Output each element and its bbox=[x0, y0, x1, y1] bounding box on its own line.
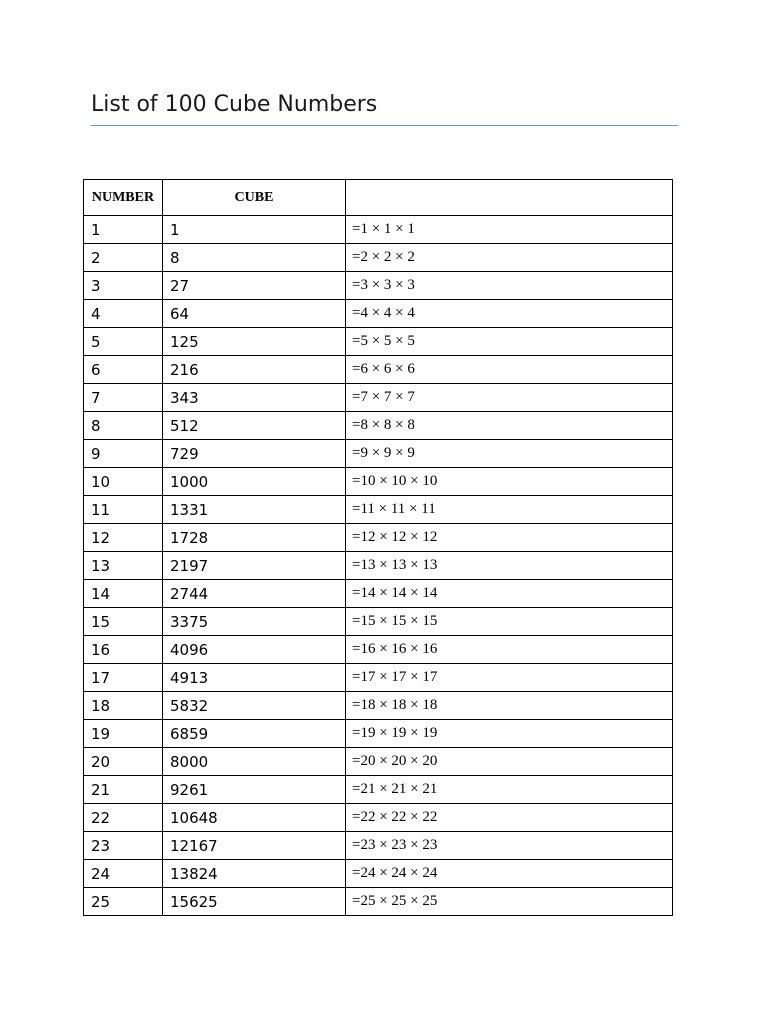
cube-cell: 12167 bbox=[163, 832, 346, 860]
table-row bbox=[84, 692, 673, 720]
number-cell: 25 bbox=[84, 888, 163, 916]
table-row bbox=[84, 440, 673, 468]
header-cube: CUBE bbox=[163, 180, 346, 216]
expression-cell: =11 × 11 × 11 bbox=[346, 496, 673, 524]
cube-cell: 125 bbox=[163, 328, 346, 356]
expression-cell: =3 × 3 × 3 bbox=[346, 272, 673, 300]
table-row bbox=[84, 328, 673, 356]
expression-cell: =17 × 17 × 17 bbox=[346, 664, 673, 692]
cube-cell: 13824 bbox=[163, 860, 346, 888]
table-row bbox=[84, 776, 673, 804]
table-row bbox=[84, 608, 673, 636]
number-cell: 6 bbox=[84, 356, 163, 384]
cube-cell: 27 bbox=[163, 272, 346, 300]
number-cell: 8 bbox=[84, 412, 163, 440]
number-cell: 2 bbox=[84, 244, 163, 272]
table-row bbox=[84, 720, 673, 748]
cube-cell: 4913 bbox=[163, 664, 346, 692]
expression-cell: =10 × 10 × 10 bbox=[346, 468, 673, 496]
expression-cell: =5 × 5 × 5 bbox=[346, 328, 673, 356]
table-row bbox=[84, 580, 673, 608]
table-row bbox=[84, 244, 673, 272]
expression-cell: =25 × 25 × 25 bbox=[346, 888, 673, 916]
table-row bbox=[84, 860, 673, 888]
expression-cell: =4 × 4 × 4 bbox=[346, 300, 673, 328]
cube-cell: 512 bbox=[163, 412, 346, 440]
expression-cell: =19 × 19 × 19 bbox=[346, 720, 673, 748]
table-row bbox=[84, 888, 673, 916]
expression-cell: =7 × 7 × 7 bbox=[346, 384, 673, 412]
cube-cell: 2197 bbox=[163, 552, 346, 580]
table-row bbox=[84, 468, 673, 496]
cube-cell: 1331 bbox=[163, 496, 346, 524]
cube-cell: 4096 bbox=[163, 636, 346, 664]
expression-cell: =21 × 21 × 21 bbox=[346, 776, 673, 804]
number-cell: 22 bbox=[84, 804, 163, 832]
table-row bbox=[84, 664, 673, 692]
cube-cell: 343 bbox=[163, 384, 346, 412]
table-row bbox=[84, 636, 673, 664]
cube-cell: 10648 bbox=[163, 804, 346, 832]
table-row bbox=[84, 524, 673, 552]
header-expression bbox=[346, 180, 673, 216]
cube-cell: 1 bbox=[163, 216, 346, 244]
table-header-row bbox=[84, 180, 673, 216]
number-cell: 24 bbox=[84, 860, 163, 888]
table-row bbox=[84, 496, 673, 524]
number-cell: 23 bbox=[84, 832, 163, 860]
expression-cell: =9 × 9 × 9 bbox=[346, 440, 673, 468]
number-cell: 11 bbox=[84, 496, 163, 524]
table-row bbox=[84, 804, 673, 832]
expression-cell: =1 × 1 × 1 bbox=[346, 216, 673, 244]
cube-cell: 6859 bbox=[163, 720, 346, 748]
table-row bbox=[84, 272, 673, 300]
number-cell: 19 bbox=[84, 720, 163, 748]
number-cell: 21 bbox=[84, 776, 163, 804]
number-cell: 9 bbox=[84, 440, 163, 468]
cube-cell: 1000 bbox=[163, 468, 346, 496]
number-cell: 1 bbox=[84, 216, 163, 244]
table-row bbox=[84, 216, 673, 244]
number-cell: 12 bbox=[84, 524, 163, 552]
table-row bbox=[84, 384, 673, 412]
cube-cell: 9261 bbox=[163, 776, 346, 804]
number-cell: 18 bbox=[84, 692, 163, 720]
number-cell: 10 bbox=[84, 468, 163, 496]
expression-cell: =22 × 22 × 22 bbox=[346, 804, 673, 832]
cube-cell: 8000 bbox=[163, 748, 346, 776]
number-cell: 14 bbox=[84, 580, 163, 608]
cube-cell: 216 bbox=[163, 356, 346, 384]
table-body bbox=[84, 216, 673, 916]
number-cell: 16 bbox=[84, 636, 163, 664]
expression-cell: =18 × 18 × 18 bbox=[346, 692, 673, 720]
number-cell: 17 bbox=[84, 664, 163, 692]
number-cell: 3 bbox=[84, 272, 163, 300]
table-row bbox=[84, 300, 673, 328]
cube-cell: 3375 bbox=[163, 608, 346, 636]
expression-cell: =14 × 14 × 14 bbox=[346, 580, 673, 608]
cube-cell: 64 bbox=[163, 300, 346, 328]
cube-cell: 5832 bbox=[163, 692, 346, 720]
number-cell: 5 bbox=[84, 328, 163, 356]
expression-cell: =20 × 20 × 20 bbox=[346, 748, 673, 776]
number-cell: 7 bbox=[84, 384, 163, 412]
header-number: NUMBER bbox=[84, 180, 163, 216]
expression-cell: =13 × 13 × 13 bbox=[346, 552, 673, 580]
cube-cell: 729 bbox=[163, 440, 346, 468]
table-row bbox=[84, 412, 673, 440]
cube-cell: 2744 bbox=[163, 580, 346, 608]
table-row bbox=[84, 832, 673, 860]
expression-cell: =2 × 2 × 2 bbox=[346, 244, 673, 272]
expression-cell: =16 × 16 × 16 bbox=[346, 636, 673, 664]
number-cell: 15 bbox=[84, 608, 163, 636]
cube-cell: 8 bbox=[163, 244, 346, 272]
title-underline bbox=[91, 125, 678, 126]
expression-cell: =23 × 23 × 23 bbox=[346, 832, 673, 860]
table-row bbox=[84, 748, 673, 776]
number-cell: 13 bbox=[84, 552, 163, 580]
expression-cell: =6 × 6 × 6 bbox=[346, 356, 673, 384]
expression-cell: =15 × 15 × 15 bbox=[346, 608, 673, 636]
number-cell: 4 bbox=[84, 300, 163, 328]
expression-cell: =24 × 24 × 24 bbox=[346, 860, 673, 888]
number-cell: 20 bbox=[84, 748, 163, 776]
cube-numbers-table bbox=[83, 179, 673, 916]
expression-cell: =12 × 12 × 12 bbox=[346, 524, 673, 552]
table-row bbox=[84, 356, 673, 384]
table-row bbox=[84, 552, 673, 580]
cube-cell: 15625 bbox=[163, 888, 346, 916]
expression-cell: =8 × 8 × 8 bbox=[346, 412, 673, 440]
cube-cell: 1728 bbox=[163, 524, 346, 552]
document-title: List of 100 Cube Numbers bbox=[91, 92, 378, 117]
